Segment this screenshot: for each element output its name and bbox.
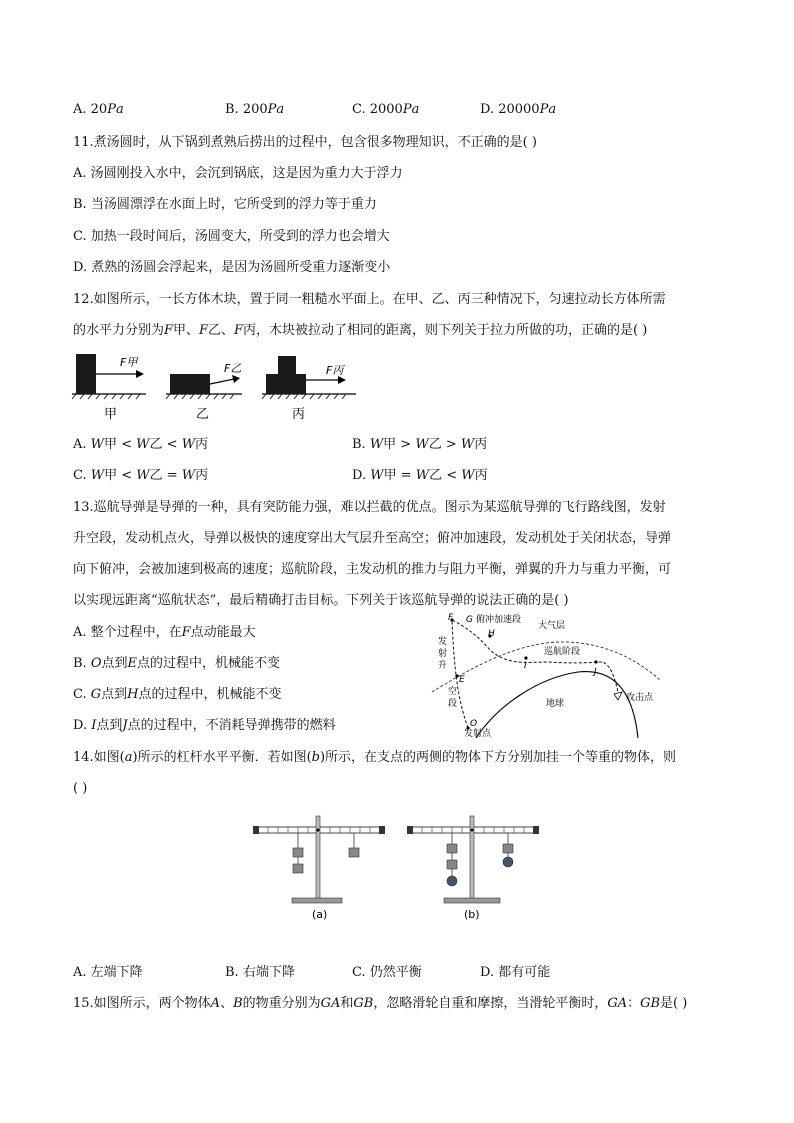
- q12-option-c[interactable]: C. 𝑊甲 < 𝑊乙 = 𝑊丙: [73, 468, 209, 483]
- q11-option-d[interactable]: D. 煮熟的汤圆会浮起来，是因为汤圆所受重力逐渐变小: [73, 260, 391, 275]
- force-label-jia: F甲: [120, 356, 138, 369]
- q13-stem-line1: 13.巡航导弹是导弹的一种，具有突防能力强，难以拦截的优点。图示为某巡航导弹的飞行路线图，发射: [73, 500, 666, 515]
- earth-label: 地球: [546, 699, 565, 709]
- q11-option-c[interactable]: C. 加热一段时间后，汤圆变大，所受到的浮力也会增大: [73, 229, 390, 244]
- lever-a-caption: (a): [312, 908, 328, 921]
- q14-stem-line2: ( ): [73, 781, 88, 796]
- block-jia: [76, 354, 96, 394]
- q10-option-b[interactable]: B. 200𝑃𝑎: [225, 102, 285, 117]
- q12-stem-line1: 12.如图所示，一长方体木块，置于同一粗糙水平面上。在甲、乙、丙三种情况下，匀速拉动长方体所需: [73, 292, 666, 307]
- q11-option-a[interactable]: A. 汤圆刚投入水中，会沉到锅底，这是因为重力大于浮力: [73, 166, 403, 181]
- q13-stem-line4: 以实现远距离“巡航状态”，最后精确打击目标。下列关于该巡航导弹的说法正确的是( ): [73, 593, 569, 608]
- caption-yi: 乙: [196, 407, 210, 422]
- q13-option-a[interactable]: A. 整个过程中，在𝐹点动能最大: [73, 625, 256, 640]
- launch-label-3: 升: [438, 661, 448, 671]
- q14-option-c[interactable]: C. 仍然平衡: [352, 965, 422, 980]
- launch-label-1: 发: [438, 637, 448, 647]
- missile-path-diagram: [428, 610, 668, 738]
- atmosphere-label: 大气层: [538, 621, 566, 631]
- launch-label-5: 段: [448, 699, 458, 709]
- point-label-J: J: [594, 667, 597, 677]
- q14-option-b[interactable]: B. 右端下降: [225, 965, 295, 980]
- q12-stem-line2: 的水平力分别为𝐹甲、𝐹乙、𝐹丙，木块被拉动了相同的距离，则下列关于拉力所做的功，正确的是( ): [73, 323, 648, 338]
- force-label-yi: F乙: [224, 362, 242, 375]
- q10-option-c[interactable]: C. 2000𝑃𝑎: [352, 102, 420, 117]
- q15-stem: 15.如图所示，两个物体𝐴、𝐵的物重分别为𝐺𝐴和𝐺𝐵，忽略滑轮自重和摩擦，当滑轮平衡时，𝐺𝐴：𝐺𝐵是( ): [73, 996, 688, 1011]
- q13-option-c[interactable]: C. 𝐺点到𝐻点的过程中，机械能不变: [73, 687, 282, 702]
- force-label-bing: F丙: [326, 364, 344, 377]
- q12-option-b[interactable]: B. 𝑊甲 > 𝑊乙 > 𝑊丙: [352, 437, 488, 452]
- lever-b: [407, 816, 539, 921]
- cruise-label: 巡航阶段: [544, 647, 581, 657]
- block-yi: [170, 374, 210, 394]
- block-bing-bottom: [266, 374, 306, 394]
- q14-option-d[interactable]: D. 都有可能: [480, 965, 551, 980]
- q11-option-b[interactable]: B. 当汤圆漂浮在水面上时，它所受到的浮力等于重力: [73, 197, 377, 212]
- point-label-G: G: [466, 615, 473, 625]
- q12-option-a[interactable]: A. 𝑊甲 < 𝑊乙 < 𝑊丙: [73, 437, 209, 452]
- point-label-H: H: [488, 629, 495, 639]
- attack-label: 攻击点: [626, 693, 654, 703]
- caption-bing: 丙: [292, 407, 306, 422]
- launch-label-2: 射: [438, 649, 448, 659]
- q14-stem: 14.如图(𝑎)所示的杠杆水平平衡．若如图(𝑏)所示，在支点的两侧的物体下方分别加挂一个等重的物体，则: [73, 750, 677, 765]
- q10-option-a[interactable]: A. 20𝑃𝑎: [73, 102, 124, 117]
- lever-b-caption: (b): [464, 908, 480, 921]
- lever-figure: [250, 814, 550, 924]
- dive-label: 俯冲加速段: [476, 615, 522, 625]
- point-label-O: O: [470, 719, 478, 729]
- block-bing-top: [278, 356, 296, 374]
- lever-a: [253, 816, 385, 921]
- q10-option-d[interactable]: D. 20000𝑃𝑎: [480, 102, 557, 117]
- q12-option-d[interactable]: D. 𝑊甲 = 𝑊乙 < 𝑊丙: [352, 468, 488, 483]
- launch-point-label: 发射点: [464, 729, 492, 738]
- q12-block-figure: [70, 348, 360, 426]
- q14-option-a[interactable]: A. 左端下降: [73, 965, 143, 980]
- caption-jia: 甲: [104, 407, 118, 422]
- q13-option-d[interactable]: D. 𝐼点到𝐽点的过程中，不消耗导弹携带的燃料: [73, 718, 336, 733]
- q11-stem: 11.煮汤圆时，从下锅到煮熟后捞出的过程中，包含很多物理知识，不正确的是( ): [73, 135, 537, 150]
- q13-stem-line2: 升空段，发动机点火，导弹以极快的速度穿出大气层升至高空；俯冲加速段，发动机处于关闭状态，导弹: [73, 531, 672, 546]
- point-label-E: E: [459, 675, 465, 685]
- q13-option-b[interactable]: B. 𝑂点到𝐸点的过程中，机械能不变: [73, 656, 280, 671]
- point-label-I: I: [524, 661, 527, 671]
- launch-label-4: 空: [448, 687, 458, 697]
- point-label-F: F: [448, 613, 454, 623]
- q13-stem-line3: 向下俯冲，会被加速到极高的速度；巡航阶段，主发动机的推力与阻力平衡，弹翼的升力与重力平衡，可: [73, 562, 672, 577]
